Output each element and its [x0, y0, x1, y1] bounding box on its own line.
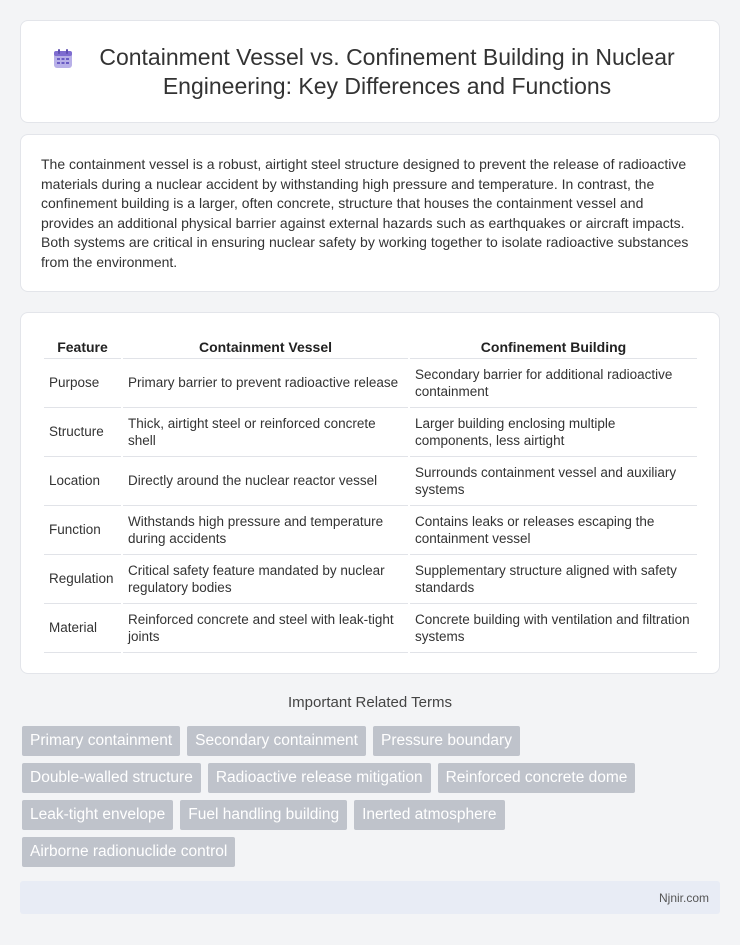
related-term-tag[interactable]: Reinforced concrete dome [438, 763, 636, 793]
related-term-tag[interactable]: Fuel handling building [180, 800, 347, 830]
row-containment-vessel: Withstands high pressure and temperature during accidents [123, 506, 408, 555]
row-confinement-building: Secondary barrier for additional radioactive containment [410, 359, 697, 408]
row-feature: Purpose [44, 359, 121, 408]
header-confinement-building: Confinement Building [410, 333, 697, 359]
row-feature: Structure [44, 408, 121, 457]
table-row [44, 457, 697, 506]
related-term-tag[interactable]: Leak-tight envelope [22, 800, 173, 830]
row-containment-vessel: Reinforced concrete and steel with leak-tight joints [123, 604, 408, 653]
related-terms-list [22, 726, 702, 867]
row-feature: Material [44, 604, 121, 653]
footer [20, 881, 720, 914]
table-row [44, 359, 697, 408]
table-row [44, 408, 697, 457]
comparison-table-card [20, 312, 720, 674]
related-terms-heading: Important Related Terms [288, 694, 452, 711]
intro-card [20, 134, 720, 292]
table-row [44, 604, 697, 653]
footer-source[interactable]: Njnir.com [658, 891, 709, 905]
row-confinement-building: Supplementary structure aligned with safety standards [410, 555, 697, 604]
table-header-row [44, 333, 697, 359]
table-row [44, 506, 697, 555]
related-term-tag[interactable]: Primary containment [22, 726, 180, 756]
header-containment-vessel: Containment Vessel [123, 333, 408, 359]
row-confinement-building: Concrete building with ventilation and filtration systems [410, 604, 697, 653]
row-confinement-building: Larger building enclosing multiple components, less airtight [410, 408, 697, 457]
row-containment-vessel: Critical safety feature mandated by nuclear regulatory bodies [123, 555, 408, 604]
row-confinement-building: Surrounds containment vessel and auxiliary systems [410, 457, 697, 506]
related-term-tag[interactable]: Secondary containment [187, 726, 366, 756]
row-feature: Regulation [44, 555, 121, 604]
related-term-tag[interactable]: Airborne radionuclide control [22, 837, 235, 867]
related-term-tag[interactable]: Double-walled structure [22, 763, 201, 793]
row-confinement-building: Contains leaks or releases escaping the containment vessel [410, 506, 697, 555]
intro-paragraph: The containment vessel is a robust, airtight steel structure designed to prevent the release of radioactive materials during a nuclear accident by withstanding high pressure and temperature. In contrast, the confinement building is a larger, often concrete, structure that houses the containment vessel and provides an additional physical barrier against external hazards such as earthquakes or aircraft impacts. Both systems are critical in ensuring nuclear safety by working together to isolate radioactive substances from the environment. [41, 156, 689, 270]
row-containment-vessel: Thick, airtight steel or reinforced concrete shell [123, 408, 408, 457]
row-feature: Location [44, 457, 121, 506]
header-feature: Feature [44, 333, 121, 359]
comparison-table [42, 333, 699, 653]
related-term-tag[interactable]: Radioactive release mitigation [208, 763, 431, 793]
row-containment-vessel: Primary barrier to prevent radioactive release [123, 359, 408, 408]
title-card [20, 20, 720, 123]
table-row [44, 555, 697, 604]
row-containment-vessel: Directly around the nuclear reactor vessel [123, 457, 408, 506]
related-term-tag[interactable]: Pressure boundary [373, 726, 520, 756]
page-title: Containment Vessel vs. Confinement Building in Nuclear Engineering: Key Differences and Functions [99, 44, 675, 99]
row-feature: Function [44, 506, 121, 555]
related-term-tag[interactable]: Inerted atmosphere [354, 800, 504, 830]
